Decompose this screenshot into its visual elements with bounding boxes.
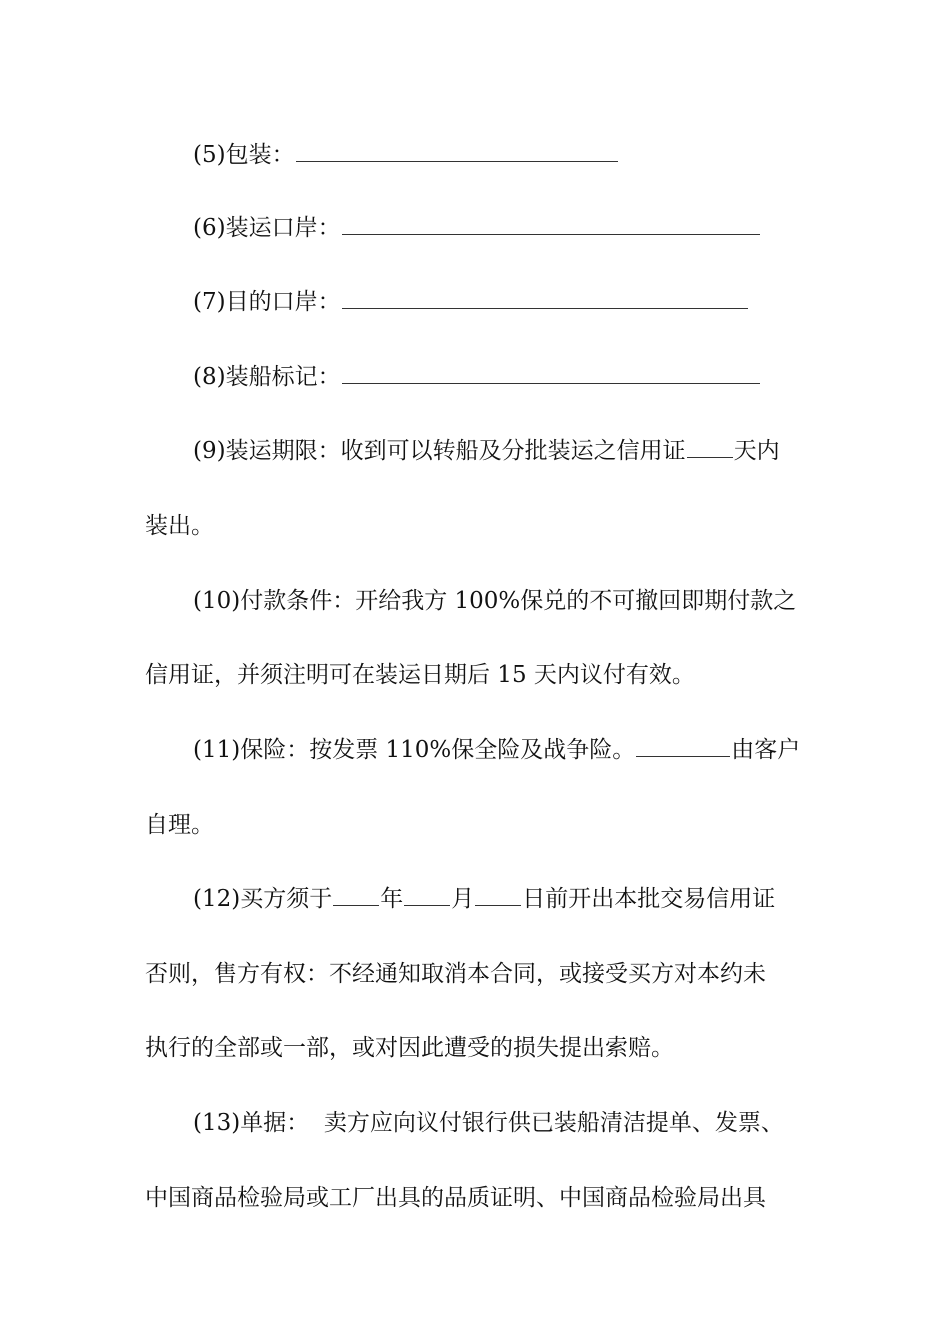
- item-insurance: [193, 735, 813, 765]
- packaging-label: (5)包装：: [193, 142, 295, 168]
- lc-deadline-continuation-2: 执行的全部或一部，或对因此遭受的损失提出索赔。: [145, 1035, 674, 1061]
- documents-continuation: 中国商品检验局或工厂出具的品质证明、中国商品检验局出具: [145, 1185, 766, 1211]
- shipment-period-continuation: 装出。: [145, 513, 214, 539]
- port-of-destination-label: (7)目的口岸：: [193, 289, 341, 315]
- item-shipment-period: [193, 436, 813, 466]
- year-blank[interactable]: [333, 904, 379, 906]
- insurance-continuation: 自理。: [145, 812, 214, 838]
- month-label: 月: [451, 886, 475, 912]
- shipping-marks-blank[interactable]: [342, 382, 760, 384]
- insurance-text: (11)保险：按发票 110%保全险及战争险。: [193, 737, 636, 763]
- payment-terms-continuation: 信用证，并须注明可在装运日期后 15 天内议付有效。: [145, 662, 695, 688]
- shipment-period-text-end: 天内: [733, 438, 780, 464]
- port-of-destination-blank[interactable]: [342, 307, 748, 309]
- month-blank[interactable]: [404, 904, 450, 906]
- packaging-blank[interactable]: [296, 160, 618, 162]
- year-label: 年: [380, 886, 404, 912]
- lc-deadline-text: (12)买方须于: [193, 886, 333, 912]
- item-payment-terms: (10)付款条件：开给我方 100%保兑的不可撤回即期付款之: [193, 588, 797, 614]
- lc-deadline-text-end: 日前开出本批交易信用证: [522, 886, 776, 912]
- day-blank[interactable]: [475, 904, 521, 906]
- insurance-text-end: 由客户: [731, 737, 801, 763]
- shipment-days-blank[interactable]: [687, 456, 733, 458]
- item-lc-deadline: [193, 884, 813, 914]
- item-shipping-marks: [193, 362, 813, 392]
- item-port-of-shipment: [193, 213, 813, 243]
- insurance-blank[interactable]: [636, 755, 730, 757]
- item-packaging: [193, 140, 813, 170]
- port-of-shipment-label: (6)装运口岸：: [193, 215, 341, 241]
- shipment-period-text: (9)装运期限：收到可以转船及分批装运之信用证: [193, 438, 686, 464]
- shipping-marks-label: (8)装船标记：: [193, 364, 341, 390]
- port-of-shipment-blank[interactable]: [342, 233, 760, 235]
- lc-deadline-continuation-1: 否则，售方有权：不经通知取消本合同，或接受买方对本约未: [145, 961, 766, 987]
- item-port-of-destination: [193, 287, 813, 317]
- item-documents: (13)单据： 卖方应向议付银行供已装船清洁提单、发票、: [193, 1110, 784, 1136]
